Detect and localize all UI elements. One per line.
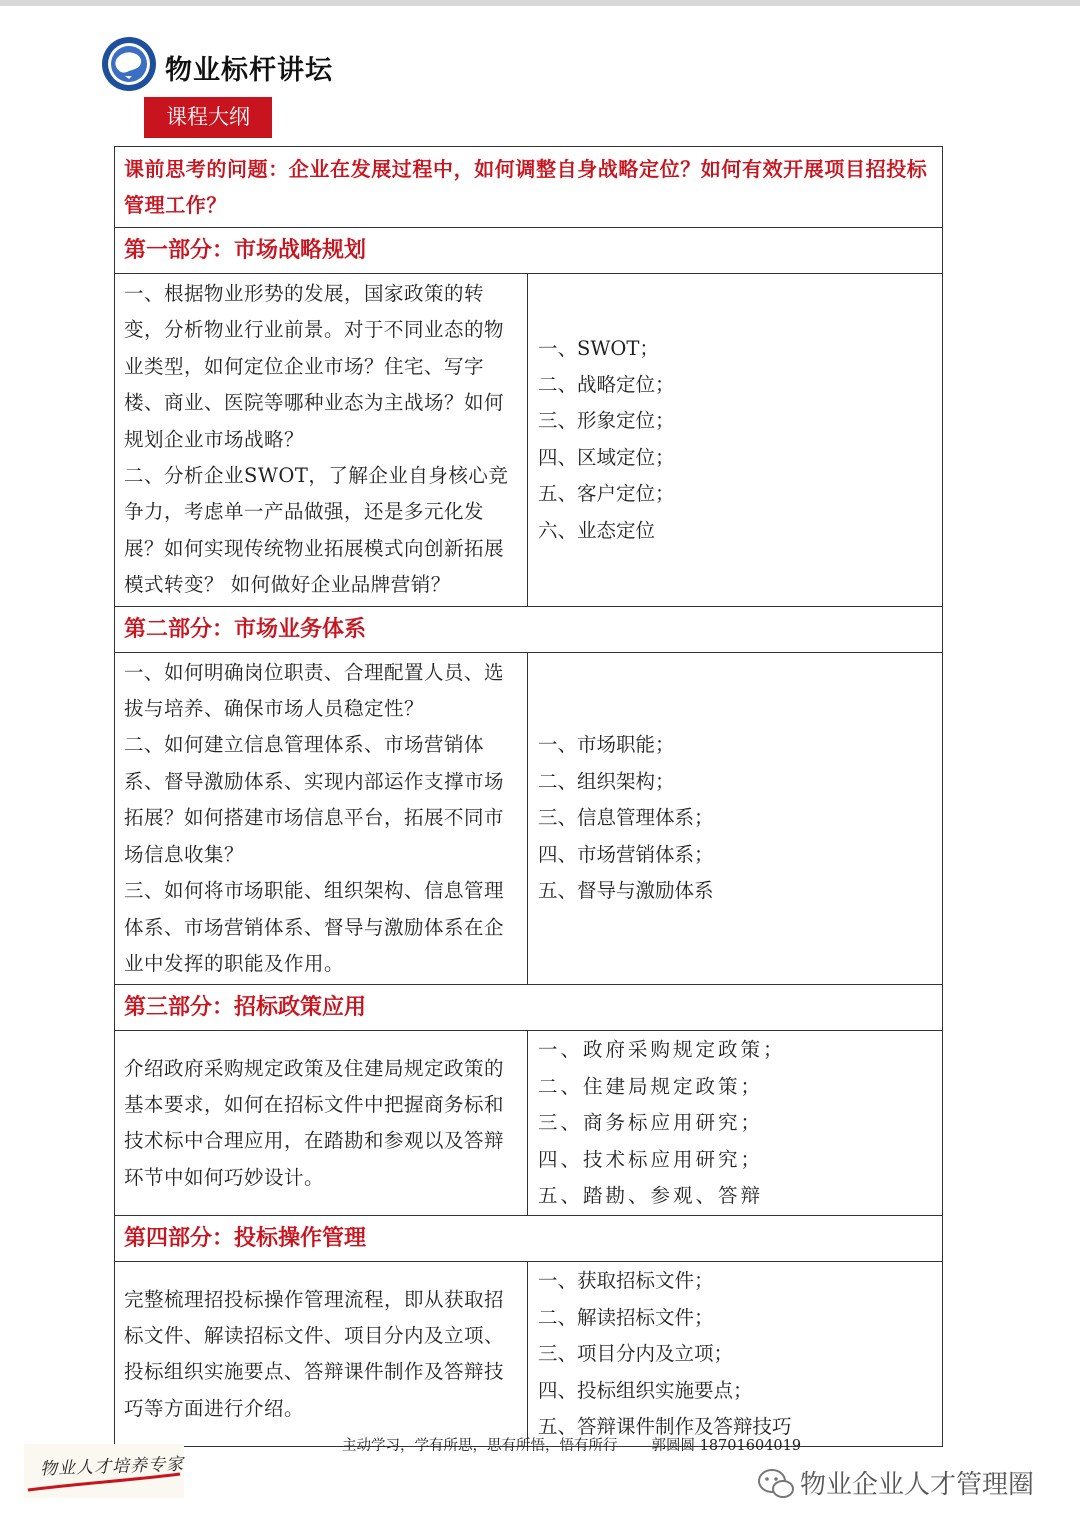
brand-title: 物业标杆讲坛 — [165, 55, 333, 86]
course-outline-table — [114, 146, 943, 1447]
section-description — [115, 274, 528, 607]
topic-item: 一、政府采购规定政策； — [538, 1038, 786, 1062]
top-border — [0, 0, 1080, 6]
section-title: 第三部分：招标政策应用 — [115, 985, 943, 1031]
topic-item: 五、答辩课件制作及答辩技巧 — [538, 1414, 792, 1438]
pre-course-question: 课前思考的问题：企业在发展过程中，如何调整自身战略定位？如何有效开展项目招投标管理工作？ — [115, 147, 943, 228]
topic-item: 一、获取招标文件； — [538, 1269, 714, 1293]
wechat-account-name: 物业企业人才管理圈 — [800, 1470, 1035, 1500]
globe-logo-icon — [101, 36, 157, 92]
stamp-text: 物业人才培养专家 — [39, 1454, 185, 1480]
description-paragraph: 二、分析企业SWOT，了解企业自身核心竞争力，考虑单一产品做强，还是多元化发展？如何实现传统物业拓展模式向创新拓展模式转变？ 如何做好企业品牌营销？ — [124, 464, 509, 597]
topic-item: 四、投标组织实施要点； — [538, 1378, 753, 1402]
section-topic-list — [528, 274, 943, 607]
section-description — [115, 1031, 528, 1216]
topic-item: 四、技术标应用研究； — [538, 1147, 764, 1171]
topic-item: 五、踏勘、参观、答辩 — [538, 1183, 764, 1207]
section-title: 第二部分：市场业务体系 — [115, 606, 943, 652]
topic-item: 五、客户定位； — [538, 482, 675, 506]
description-paragraph: 介绍政府采购规定政策及住建局规定政策的基本要求，如何在招标文件中把握商务标和技术标中合理应用，在踏勘和参观以及答辩环节中如何巧妙设计。 — [124, 1056, 505, 1189]
topic-item: 五、督导与激励体系 — [538, 879, 714, 903]
topic-item: 三、形象定位； — [538, 409, 675, 433]
description-paragraph: 一、根据物业形势的发展，国家政策的转变，分析物业行业前景。对于不同业态的物业类型，如何定位企业市场？住宅、写字楼、商业、医院等哪种业态为主战场？如何规划企业市场战略？ — [124, 282, 505, 451]
topic-item: 二、战略定位； — [538, 373, 675, 397]
description-paragraph: 二、如何建立信息管理体系、市场营销体系、督导激励体系、实现内部运作支撑市场拓展？如何搭建市场信息平台，拓展不同市场信息收集？ — [124, 733, 505, 866]
section-description — [115, 1262, 528, 1447]
topic-item: 二、解读招标文件； — [538, 1305, 714, 1329]
topic-item: 二、住建局规定政策； — [538, 1074, 764, 1098]
description-paragraph: 一、如何明确岗位职责、合理配置人员、选拔与培养、确保市场人员稳定性？ — [124, 660, 505, 721]
topic-item: 四、市场营销体系； — [538, 842, 714, 866]
section-topic-list — [528, 652, 943, 985]
footer-line — [342, 1434, 801, 1455]
topic-item: 四、区域定位； — [538, 445, 675, 469]
topic-item: 六、业态定位 — [538, 518, 656, 542]
footer-motto: 主动学习，学有所思，思有所悟，悟有所行 — [342, 1438, 618, 1454]
topic-item: 三、项目分内及立项； — [538, 1342, 734, 1366]
section-topic-list — [528, 1262, 943, 1447]
topic-item: 三、商务标应用研究； — [538, 1111, 764, 1135]
description-paragraph: 完整梳理招投标操作管理流程，即从获取招标文件、解读招标文件、项目分内及立项、投标组织实施要点、答辩课件制作及答辩技巧等方面进行介绍。 — [124, 1287, 505, 1420]
topic-item: 三、信息管理体系； — [538, 806, 714, 830]
topic-item: 一、SWOT； — [538, 336, 659, 360]
description-paragraph: 三、如何将市场职能、组织架构、信息管理体系、市场营销体系、督导与激励体系在企业中发挥的职能及作用。 — [124, 879, 505, 975]
section-title: 第一部分：市场战略规划 — [115, 228, 943, 274]
section-topic-list — [528, 1031, 943, 1216]
section-badge: 课程大纲 — [144, 97, 272, 138]
topic-item: 二、组织架构； — [538, 769, 675, 793]
section-title: 第四部分：投标操作管理 — [115, 1216, 943, 1262]
section-description — [115, 652, 528, 985]
topic-item: 一、市场职能； — [538, 733, 675, 757]
footer-contact: 郭圆圆 18701604019 — [651, 1438, 802, 1454]
